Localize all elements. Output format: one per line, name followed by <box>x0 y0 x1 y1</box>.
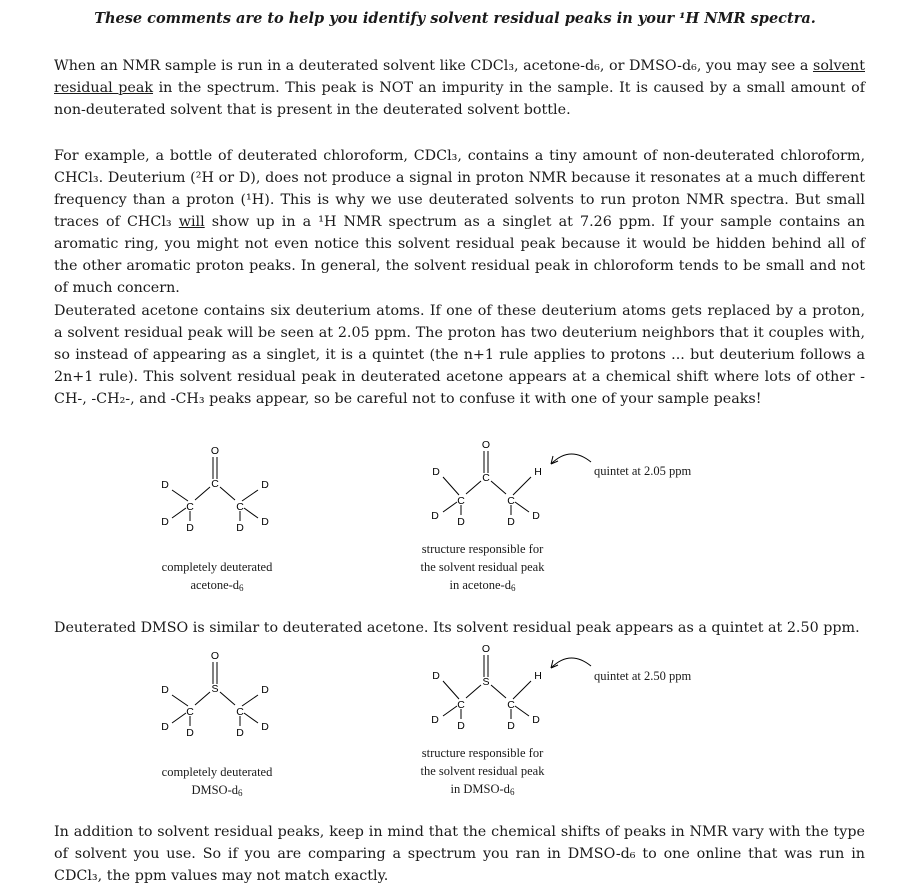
svg-text:D: D <box>186 522 194 534</box>
svg-text:C: C <box>186 501 194 513</box>
svg-text:D: D <box>161 479 169 491</box>
svg-text:D: D <box>507 720 515 732</box>
svg-text:D: D <box>532 714 540 726</box>
dmso-d6-caption: completely deuterated DMSO-$d_6$ <box>161 765 273 798</box>
acetone-quintet-label: quintet at 2.05 ppm <box>594 464 692 478</box>
svg-text:D: D <box>186 727 194 739</box>
svg-text:C: C <box>457 495 465 507</box>
paragraph-acetone: Deuterated acetone contains six deuterium atoms. If one of these deuterium atoms gets replaced by a proton, a solvent residual peak will be seen at 2.05 ppm. The proton has two deuterium neighbors that it couples with, so instead of appearing as a singlet, it is a quintet (the n+1 rule applies to protons ... but deuterium follows a 2n+1 rule). This solvent residual peak in deuterated acetone appears at a chemical shift where lots of other -CH-, -CH₂-, and -CH₃ peaks appear, so be careful not to confuse it with one of your sample peaks! <box>54 303 865 407</box>
svg-text:D: D <box>236 727 244 739</box>
svg-text:D: D <box>261 479 269 491</box>
svg-text:C: C <box>186 706 194 718</box>
paragraph-chloroform <box>54 145 865 299</box>
solvent-residual-peak-term: solvent residual peak <box>54 58 865 96</box>
svg-text:C: C <box>211 478 219 490</box>
svg-text:D: D <box>532 510 540 522</box>
svg-text:H: H <box>534 466 542 478</box>
svg-text:S: S <box>211 683 219 695</box>
svg-text:D: D <box>431 714 439 726</box>
acetone-quintet-arrow <box>545 448 595 478</box>
svg-text:D: D <box>236 522 244 534</box>
paragraph-chloroform-text-a: For example, a bottle of deuterated chloroform, CDCl₃, contains a tiny amount of non-deuterated chloroform, CHCl₃. Deuterium (²H or D), does not produce a signal in proton NMR because it resonates at a much different frequency than a proton (¹H). This is why we use deuterated solvents to run proton NMR spectra. But small traces of CHCl₃ <box>54 148 865 230</box>
will-emphasis: will <box>178 214 205 230</box>
svg-text:O: O <box>481 439 491 451</box>
page-title: These comments are to help you identify solvent residual peaks in your ¹H NMR spectra. <box>94 10 816 27</box>
dmso-quintet-arrow <box>545 652 595 682</box>
svg-text:D: D <box>161 516 169 528</box>
svg-text:D: D <box>161 721 169 733</box>
svg-text:D: D <box>431 510 439 522</box>
dmso-residual-structure <box>425 636 555 736</box>
dmso-quintet-label: quintet at 2.50 ppm <box>594 669 692 683</box>
paragraph-dmso: Deuterated DMSO is similar to deuterated acetone. Its solvent residual peak appears as a quintet at 2.50 ppm. <box>54 620 860 636</box>
svg-text:C: C <box>507 495 515 507</box>
svg-text:H: H <box>534 670 542 682</box>
paragraph-intro-text-b: in the spectrum. This peak is NOT an impurity in the sample. It is caused by a small amount of non-deuterated solvent that is present in the deuterated solvent bottle. <box>54 80 865 118</box>
svg-text:O: O <box>210 650 220 662</box>
dmso-residual-caption: structure responsible for the solvent residual peak in DMSO-$d_6$ <box>420 746 545 797</box>
acetone-residual-structure <box>425 432 555 532</box>
acetone-d6-structure <box>150 438 280 538</box>
svg-text:C: C <box>236 501 244 513</box>
svg-text:D: D <box>457 720 465 732</box>
svg-text:D: D <box>432 670 440 682</box>
svg-text:D: D <box>507 516 515 528</box>
svg-text:C: C <box>507 699 515 711</box>
paragraph-chloroform-text-b: show up in a ¹H NMR spectrum as a singlet at 7.26 ppm. If your sample contains an aromatic ring, you might not even notice this solvent residual peak because it would be hidden behind all of the other aromatic proton peaks. In general, the solvent residual peak in chloroform tends to be small and not of much concern. <box>54 214 866 296</box>
svg-text:O: O <box>210 445 220 457</box>
svg-text:C: C <box>236 706 244 718</box>
svg-text:S: S <box>482 676 490 688</box>
paragraph-intro-text-a: When an NMR sample is run in a deuterated solvent like CDCl₃, acetone-d₆, or DMSO-d₆, you may see a <box>54 58 813 74</box>
svg-text:C: C <box>457 699 465 711</box>
svg-text:D: D <box>261 516 269 528</box>
svg-text:D: D <box>457 516 465 528</box>
svg-text:O: O <box>481 643 491 655</box>
svg-text:D: D <box>161 684 169 696</box>
svg-text:D: D <box>261 721 269 733</box>
svg-text:D: D <box>261 684 269 696</box>
paragraph-solvent-shifts: In addition to solvent residual peaks, keep in mind that the chemical shifts of peaks in NMR vary with the type of solvent you use. So if you are comparing a spectrum you ran in DMSO-d₆ to one online that was run in CDCl₃, the ppm values may not match exactly. <box>54 824 865 884</box>
svg-text:D: D <box>432 466 440 478</box>
svg-text:C: C <box>482 472 490 484</box>
paragraph-intro <box>54 55 865 121</box>
acetone-d6-caption: completely deuterated acetone-$d_6$ <box>161 560 273 593</box>
acetone-residual-caption: structure responsible for the solvent residual peak in acetone-$d_6$ <box>420 542 545 593</box>
dmso-d6-structure <box>150 643 280 743</box>
